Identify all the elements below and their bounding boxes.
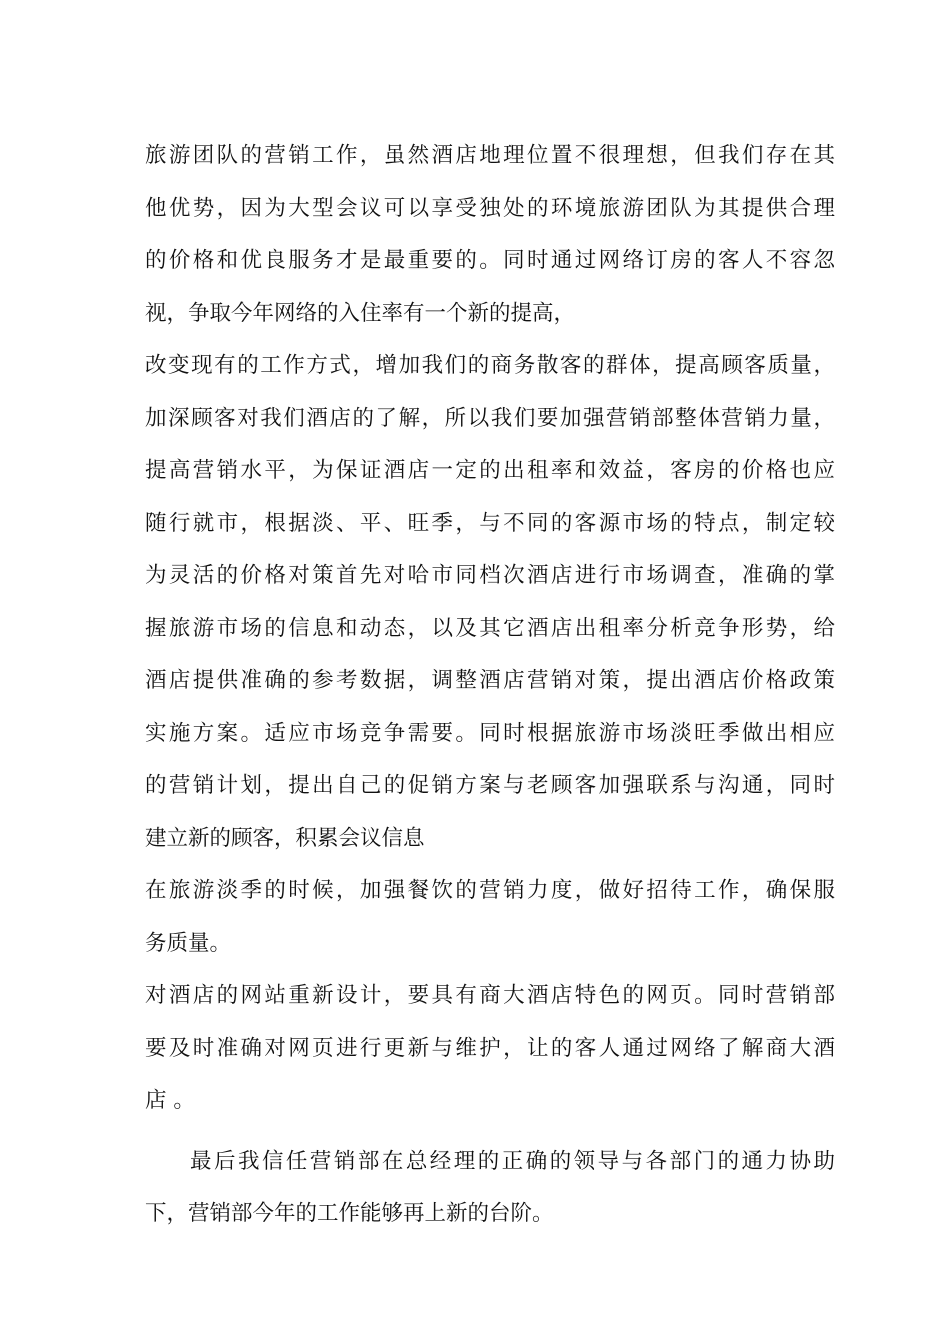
paragraph-p1 <box>145 130 835 340</box>
text-line: 要及时准确对网页进行更新与维护，让的客人通过网络了解商大酒 <box>145 1035 835 1061</box>
text-line: 最后我信任营销部在总经理的正确的领导与各部门的通力协助 <box>190 1148 835 1174</box>
text-line: 为灵活的价格对策首先对哈市同档次酒店进行市场调查，准确的掌 <box>145 563 835 588</box>
text-line: 下，营销部今年的工作能够再上新的台阶。 <box>145 1201 554 1226</box>
text-line: 对酒店的网站重新设计，要具有商大酒店特色的网页。同时营销部 <box>145 983 835 1008</box>
text-line: 随行就市，根据淡、平、旺季，与不同的客源市场的特点，制定较 <box>145 510 835 536</box>
text-line: 建立新的顾客，积累会议信息 <box>145 825 425 851</box>
text-line: 在旅游淡季的时候，加强餐饮的营销力度，做好招待工作，确保服 <box>145 878 835 903</box>
paragraph-p4 <box>145 970 835 1128</box>
text-line: 的营销计划，提出自己的促销方案与老顾客加强联系与沟通，同时 <box>145 773 835 798</box>
text-line: 店 。 <box>145 1088 195 1113</box>
text-line: 他优势，因为大型会议可以享受独处的环境旅游团队为其提供合理 <box>145 195 835 221</box>
text-line: 改变现有的工作方式，增加我们的商务散客的群体，提高顾客质量， <box>145 353 835 378</box>
text-line: 握旅游市场的信息和动态，以及其它酒店出租率分析竞争形势，给 <box>145 615 835 641</box>
document-body <box>145 130 835 1241</box>
text-line: 视，争取今年网络的入住率有一个新的提高， <box>145 300 576 326</box>
text-line: 旅游团队的营销工作，虽然酒店地理位置不很理想，但我们存在其 <box>145 143 835 168</box>
text-line: 的价格和优良服务才是最重要的。同时通过网络订房的客人不容忽 <box>145 248 835 273</box>
paragraph-p5 <box>145 1136 835 1241</box>
text-line: 加深顾客对我们酒店的了解，所以我们要加强营销部整体营销力量， <box>145 405 835 431</box>
text-line: 提高营销水平，为保证酒店一定的出租率和效益，客房的价格也应 <box>145 458 835 483</box>
paragraph-p3 <box>145 865 835 970</box>
paragraph-p2 <box>145 340 835 865</box>
text-line: 实施方案。适应市场竞争需要。同时根据旅游市场淡旺季做出相应 <box>145 720 835 746</box>
text-line: 酒店提供准确的参考数据，调整酒店营销对策，提出酒店价格政策 <box>145 668 835 693</box>
paragraph-gap <box>145 1128 835 1136</box>
text-line: 务质量。 <box>145 930 232 956</box>
